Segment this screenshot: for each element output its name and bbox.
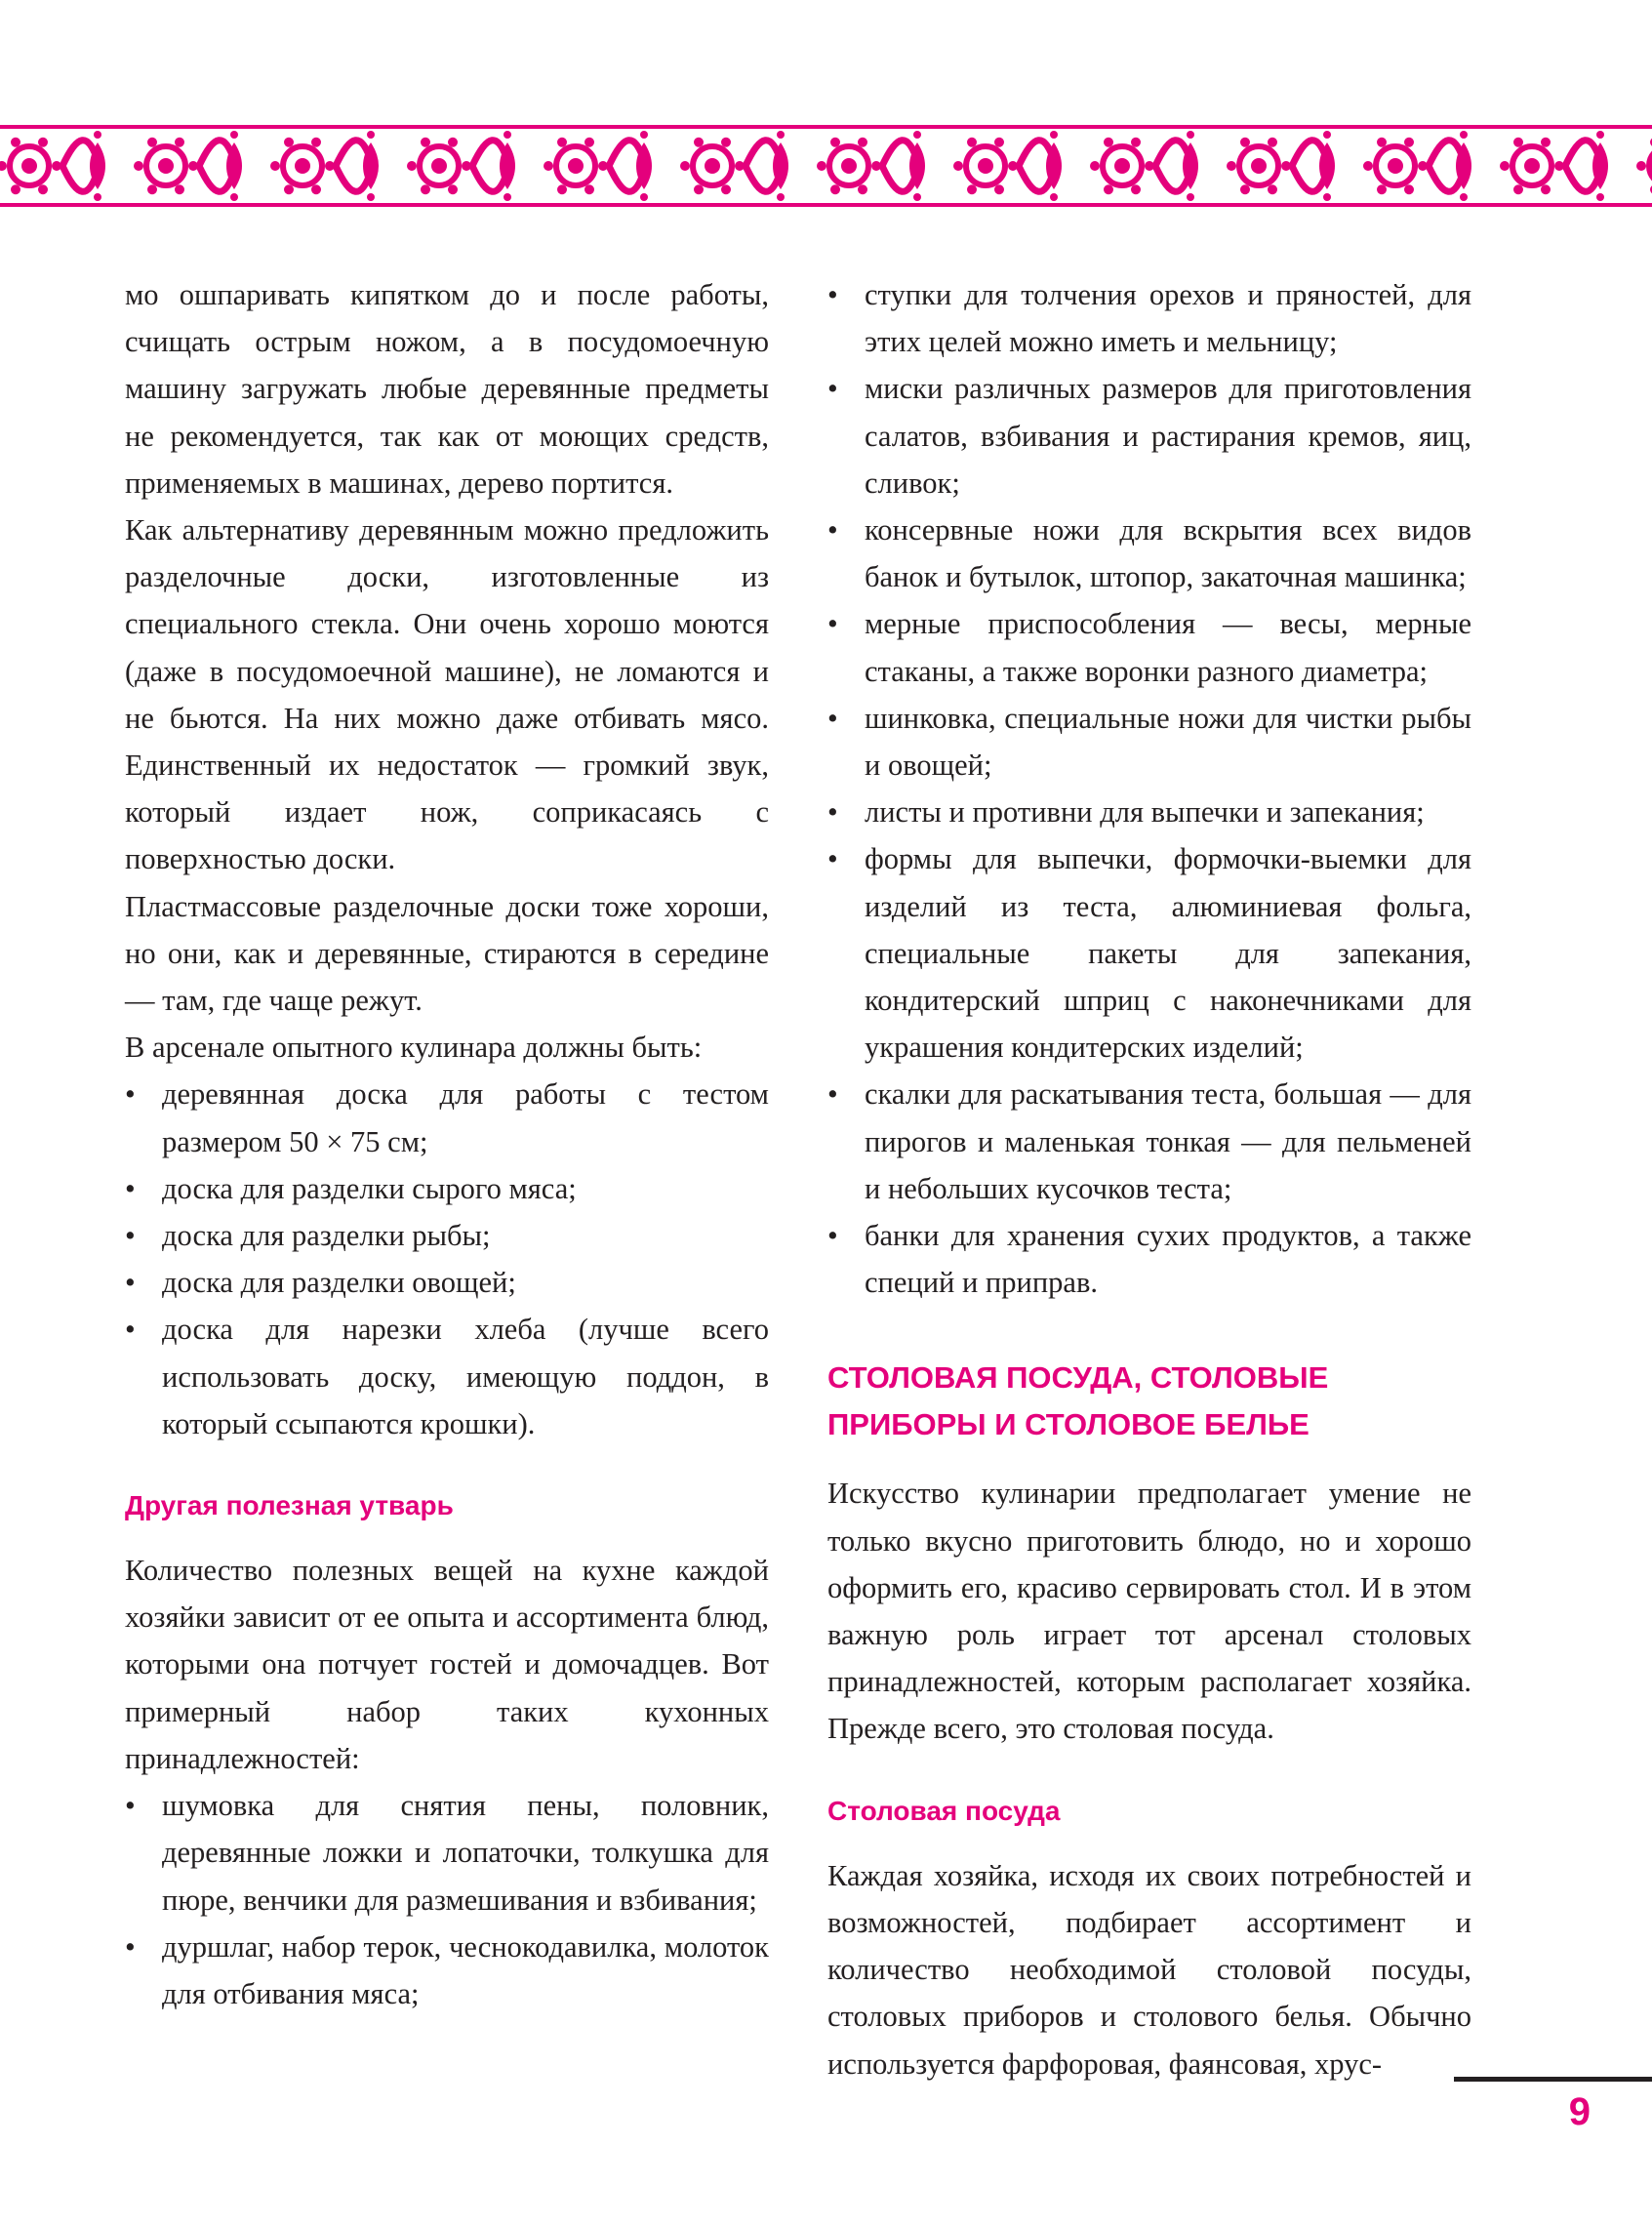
bullet-icon: • (125, 1219, 136, 1253)
bullet-icon: • (827, 372, 838, 406)
paragraph: В арсенале опытного кулинара должны быть: (125, 1031, 703, 1065)
bullet-icon: • (827, 607, 838, 641)
subsection-heading: Другая полезная утварь (125, 1490, 454, 1521)
bullet-list (125, 1071, 769, 1447)
paragraph: мо ошпаривать кипятком до и после работы, счищать острым ножом, а в посудомоечную машину загружать любые деревянные предметы не рекомендуется, так как от моющих средств, применяемых в машинах, дерево портится. (125, 278, 769, 500)
list-item: • шумовка для снятия пены, половник, деревянные ложки и лопаточки, толкушка для пюре, венчики для размешивания и взбивания; (125, 1782, 769, 1924)
section-heading-line: ПРИБОРЫ И СТОЛОВОЕ БЕЛЬЕ (827, 1407, 1310, 1442)
page-number: 9 (1568, 2090, 1591, 2133)
section-heading-line: СТОЛОВАЯ ПОСУДА, СТОЛОВЫЕ (827, 1360, 1329, 1396)
bullet-icon: • (827, 1219, 838, 1253)
section-heading (827, 1355, 1471, 1448)
bullet-icon: • (827, 795, 838, 830)
list-item: • формы для выпечки, формочки-выемки для изделий из теста, алюминиевая фольга, специальные пакеты для запекания, кондитерский шприц с наконечниками для украшения кондитерских изделий; (827, 835, 1471, 1071)
bullet-icon: • (827, 842, 838, 876)
bullet-list (125, 1782, 769, 2017)
page-number-rule (1454, 2077, 1652, 2082)
list-item: • доска для разделки сырого мяса; (125, 1165, 769, 1212)
list-item: • ступки для толчения орехов и пряностей, для этих целей можно иметь и мельницу; (827, 271, 1471, 365)
list-item: • мерные приспособления — весы, мерные стаканы, а также воронки разного диаметра; (827, 600, 1471, 694)
floral-ornament-icon (0, 115, 1652, 217)
list-item: • дуршлаг, набор терок, чеснокодавилка, молоток для отбивания мяса; (125, 1924, 769, 2017)
paragraph: Пластмассовые разделочные доски тоже хороши, но они, как и деревянные, стираются в середине — там, где чаще режут. (125, 889, 769, 1018)
bullet-icon: • (827, 513, 838, 547)
list-item: • шинковка, специальные ножи для чистки рыбы и овощей; (827, 695, 1471, 789)
list-item: • скалки для раскатывания теста, большая — для пирогов и маленькая тонкая — для пельменей и небольших кусочков теста; (827, 1071, 1471, 1212)
floral-border (0, 115, 1652, 217)
subsection-heading: Столовая посуда (827, 1795, 1061, 1826)
bullet-icon: • (827, 1077, 838, 1112)
bullet-icon: • (827, 701, 838, 735)
right-column (827, 271, 1471, 2087)
bullet-icon: • (827, 278, 838, 311)
paragraph: Искусство кулинарии предполагает умение не только вкусно приготовить блюдо, но и хорошо оформить его, красиво сервировать стол. И в этом важную роль играет тот арсенал столовых принадлежностей, которым располагает хозяйка. Прежде всего, это столовая посуда. (827, 1477, 1471, 1746)
list-item: • деревянная доска для работы с тестом размером 50 × 75 см; (125, 1071, 769, 1164)
list-item: • листы и противни для выпечки и запекания; (827, 789, 1471, 835)
bullet-list (827, 271, 1471, 1306)
bullet-icon: • (125, 1789, 136, 1823)
paragraph: Каждая хозяйка, исходя их своих потребностей и возможностей, подбирает ассортимент и количество необходимой столовой посуды, столовых приборов и столового белья. Обычно используется фарфоровая, фаянсовая, хрус- (827, 1858, 1471, 2081)
bullet-icon: • (125, 1313, 136, 1347)
bullet-icon: • (125, 1929, 136, 1964)
bullet-icon: • (125, 1077, 136, 1112)
paragraph: Количество полезных вещей на кухне каждой хозяйки зависит от ее опыта и ассортимента блюд, которыми она потчует гостей и домочадцев. Вот примерный набор таких кухонных принадлежностей: (125, 1554, 769, 1775)
bullet-icon: • (125, 1171, 136, 1205)
list-item: • доска для нарезки хлеба (лучше всего использовать доску, имеющую поддон, в который ссыпаются крошки). (125, 1306, 769, 1447)
paragraph: Как альтернативу деревянным можно предложить разделочные доски, изготовленные из специального стекла. Они очень хорошо моются (даже в посудомоечной машине), не ломаются и не бьются. На них можно даже отбивать мясо. Единственный их недостаток — громкий звук, который издает нож, соприкасаясь с поверхностью доски. (125, 513, 769, 876)
list-item: • доска для разделки овощей; (125, 1259, 769, 1306)
bullet-icon: • (125, 1266, 136, 1300)
left-column (125, 271, 769, 2017)
list-item: • банки для хранения сухих продуктов, а также специй и приправ. (827, 1212, 1471, 1306)
list-item: • миски различных размеров для приготовления салатов, взбивания и растирания кремов, яиц, сливок; (827, 365, 1471, 506)
list-item: • консервные ножи для вскрытия всех видов банок и бутылок, штопор, закаточная машинка; (827, 506, 1471, 600)
list-item: • доска для разделки рыбы; (125, 1212, 769, 1259)
